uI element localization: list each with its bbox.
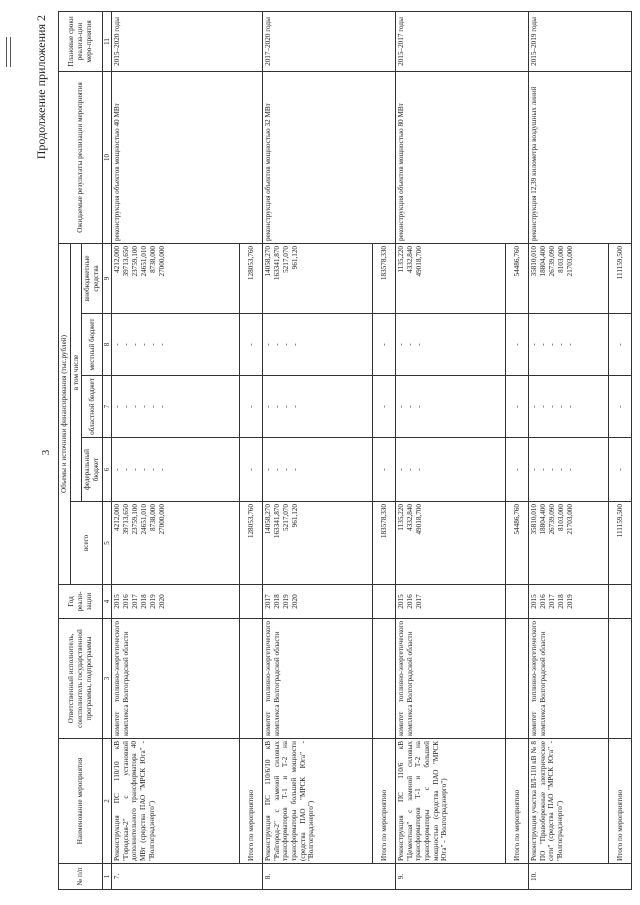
corner-mark — [10, 37, 11, 67]
total-label: Итого по мероприятию — [239, 739, 262, 864]
activity-name: Реконструкция ПС 110/6/10 кВ "Райгород-2" с заменой силовых трансформаторов Т-1 и Т-2 на трансформаторы большей мощности (средства ПАО "МРСК Юга" - "Волгоградэнерго") — [262, 739, 372, 864]
total-value: 961,120 — [290, 504, 299, 528]
regional-value: - — [121, 405, 130, 408]
years-value: 2020 — [157, 594, 166, 609]
header-funding-group: Объемы и источники финансирования (тыс.рублей) — [59, 243, 71, 584]
total-value: 21703,000 — [565, 504, 574, 535]
years-value: 2019 — [148, 594, 157, 609]
extra-value: 5217,070 — [281, 245, 290, 273]
local-value: - — [290, 343, 299, 346]
extra-value: 4332,840 — [405, 245, 414, 273]
total-empty — [608, 585, 631, 619]
sum-total: 111159,500 — [608, 502, 631, 585]
extra-value: 39713,650 — [121, 245, 130, 277]
regional-value: - — [148, 405, 157, 408]
years-value: 2016 — [405, 594, 414, 609]
local-value: - — [281, 343, 290, 346]
activity-federal — [111, 438, 239, 502]
regional-value: - — [405, 405, 414, 408]
local-value: - — [112, 343, 121, 346]
federal-value: - — [148, 468, 157, 471]
local-value: - — [148, 343, 157, 346]
federal-value: - — [565, 468, 574, 471]
years-value: 2019 — [565, 594, 574, 609]
regional-value: - — [565, 405, 574, 408]
activity-expected-result: реконструкция объектов мощностью 32 МВт — [262, 71, 395, 243]
local-value: - — [547, 343, 556, 346]
extra-value: 21703,000 — [565, 245, 574, 277]
column-number: 3 — [102, 619, 111, 739]
activity-federal — [395, 438, 505, 502]
total-value: 24651,010 — [139, 504, 148, 535]
extra-value: 14058,270 — [263, 245, 272, 277]
local-value: - — [405, 343, 414, 346]
activity-name: Реконструкция ПС 110/10 кВ "Городская-2" с установкой дополнительного трансформатора 40 МВт (средства ПАО "МРСК Юга" - "Волгоградэнерго") — [111, 739, 239, 864]
regional-value: - — [396, 405, 405, 408]
activity-years — [111, 585, 239, 619]
sum-total: 128053,760 — [239, 502, 262, 585]
activity-number: 8. — [262, 864, 395, 890]
activity-extrabudget — [262, 243, 372, 313]
activity-planned-period: 2015–2019 годы — [528, 11, 631, 71]
extra-value: 163341,870 — [272, 245, 281, 281]
local-value: - — [157, 343, 166, 346]
funding-table — [58, 11, 632, 890]
table-body — [111, 11, 631, 889]
extra-value: 23759,100 — [130, 245, 139, 277]
regional-value: - — [414, 405, 423, 408]
years-value: 2016 — [538, 594, 547, 609]
total-value: 49018,700 — [414, 504, 423, 535]
federal-value: - — [396, 468, 405, 471]
activity-expected-result: реконструкция объектов мощностью 80 МВт — [395, 71, 528, 243]
page-number: 3 — [40, 449, 52, 456]
total-label: Итого по мероприятию — [372, 739, 395, 864]
federal-value: - — [130, 468, 139, 471]
federal-value: - — [290, 468, 299, 471]
activity-responsible: комитет топливно-энергетического комплекса Волгоградской области — [528, 619, 608, 739]
header-local: местный бюджет — [82, 314, 102, 376]
regional-value: - — [272, 405, 281, 408]
federal-value: - — [121, 468, 130, 471]
activity-federal — [528, 438, 608, 502]
header-total: всего — [70, 502, 102, 585]
total-empty — [239, 585, 262, 619]
header-expected: Ожидаемые результаты реализации мероприятия — [59, 71, 103, 243]
local-value: - — [139, 343, 148, 346]
total-value: 18804,400 — [538, 504, 547, 535]
activity-years — [262, 585, 372, 619]
corner-mark — [6, 37, 7, 67]
activity-number: 7. — [111, 864, 262, 890]
years-value: 2020 — [290, 594, 299, 609]
federal-value: - — [547, 468, 556, 471]
extra-value: 35810,010 — [529, 245, 538, 277]
local-value: - — [529, 343, 538, 346]
local-value: - — [538, 343, 547, 346]
years-value: 2015 — [112, 594, 121, 609]
federal-value: - — [405, 468, 414, 471]
local-value: - — [414, 343, 423, 346]
activity-planned-period: 2017–2020 годы — [262, 11, 395, 71]
total-empty — [505, 585, 528, 619]
activity-federal — [262, 438, 372, 502]
column-number: 10 — [102, 71, 111, 243]
extra-value: 27000,000 — [157, 245, 166, 277]
years-value: 2017 — [130, 594, 139, 609]
years-value: 2017 — [414, 594, 423, 609]
header-including: в том числе — [70, 243, 82, 501]
sum-extrabudget: 54486,760 — [505, 243, 528, 313]
extra-value: 4212,000 — [112, 245, 121, 273]
activity-total — [528, 502, 608, 585]
column-number: 1 — [102, 864, 111, 890]
years-value: 2019 — [281, 594, 290, 609]
regional-value: - — [130, 405, 139, 408]
sum-federal: - — [239, 438, 262, 502]
total-empty — [372, 585, 395, 619]
activity-regional — [528, 376, 608, 438]
sum-extrabudget: 111159,500 — [608, 243, 631, 313]
column-number: 8 — [102, 314, 111, 376]
activity-extrabudget — [111, 243, 239, 313]
regional-value: - — [157, 405, 166, 408]
total-value: 8738,000 — [148, 504, 157, 531]
sum-regional: - — [372, 376, 395, 438]
federal-value: - — [263, 468, 272, 471]
sum-local: - — [372, 314, 395, 376]
regional-value: - — [112, 405, 121, 408]
local-value: - — [272, 343, 281, 346]
activity-responsible: комитет топливно-энергетического комплекса Волгоградской области — [111, 619, 239, 739]
regional-value: - — [139, 405, 148, 408]
activity-local — [111, 314, 239, 376]
activity-planned-period: 2015–2017 годы — [395, 11, 528, 71]
extra-value: 24651,010 — [139, 245, 148, 277]
extra-value: 18804,400 — [538, 245, 547, 277]
header-regional: областной бюджет — [82, 376, 102, 438]
total-label: Итого по мероприятию — [505, 739, 528, 864]
sum-federal: - — [505, 438, 528, 502]
activity-expected-result: реконструкция 12,39 километра воздушных линий — [528, 71, 631, 243]
sum-total: 54486,760 — [505, 502, 528, 585]
sum-federal: - — [608, 438, 631, 502]
activity-local — [395, 314, 505, 376]
sum-local: - — [608, 314, 631, 376]
local-value: - — [263, 343, 272, 346]
regional-value: - — [529, 405, 538, 408]
header-name: Наименование мероприятия — [59, 739, 103, 864]
sum-regional: - — [608, 376, 631, 438]
activity-number: 9. — [395, 864, 528, 890]
activity-row — [262, 11, 372, 889]
header-num: № п/п — [59, 864, 103, 890]
total-value: 26739,090 — [547, 504, 556, 535]
sum-local: - — [505, 314, 528, 376]
sum-local: - — [239, 314, 262, 376]
total-value: 4212,000 — [112, 504, 121, 531]
activity-extrabudget — [528, 243, 608, 313]
activity-responsible: комитет топливно-энергетического комплекса Волгоградской области — [262, 619, 372, 739]
extra-value: 1135,220 — [396, 245, 405, 273]
activity-number: 10. — [528, 864, 631, 890]
column-number: 7 — [102, 376, 111, 438]
header-extrabudget: внебюджетные средства — [82, 243, 102, 313]
activity-total — [111, 502, 239, 585]
activity-years — [395, 585, 505, 619]
extra-value: 8103,000 — [556, 245, 565, 273]
total-empty — [239, 619, 262, 739]
activity-row — [528, 11, 608, 889]
years-value: 2017 — [263, 594, 272, 609]
regional-value: - — [547, 405, 556, 408]
years-value: 2015 — [396, 594, 405, 609]
activity-expected-result: реконструкция объектов мощностью 40 МВт — [111, 71, 262, 243]
activity-responsible: комитет топливно-энергетического комплекса Волгоградской области — [395, 619, 505, 739]
total-empty — [505, 619, 528, 739]
activity-extrabudget — [395, 243, 505, 313]
total-value: 1135,220 — [396, 504, 405, 531]
total-value: 23759,100 — [130, 504, 139, 535]
sum-extrabudget: 128053,760 — [239, 243, 262, 313]
federal-value: - — [112, 468, 121, 471]
activity-total — [262, 502, 372, 585]
federal-value: - — [538, 468, 547, 471]
column-number: 5 — [102, 502, 111, 585]
activity-regional — [262, 376, 372, 438]
extra-value: 26739,090 — [547, 245, 556, 277]
activity-row — [395, 11, 505, 889]
activity-local — [262, 314, 372, 376]
continuation-title: Продолжение приложения 2 — [34, 15, 48, 160]
activity-planned-period: 2015–2020 годы — [111, 11, 262, 71]
years-value: 2015 — [529, 594, 538, 609]
total-value: 5217,070 — [281, 504, 290, 531]
activity-total — [395, 502, 505, 585]
total-value: 27000,000 — [157, 504, 166, 535]
years-value: 2016 — [121, 594, 130, 609]
regional-value: - — [290, 405, 299, 408]
total-value: 163341,870 — [272, 504, 281, 539]
federal-value: - — [139, 468, 148, 471]
sum-regional: - — [239, 376, 262, 438]
extra-value: 8738,000 — [148, 245, 157, 273]
total-value: 39713,650 — [121, 504, 130, 535]
activity-name: Реконструкция участка ВЛ-110 кВ № 8 ПО "Правобережные электрические сети" (средства ПАО "МРСК Юга" - "Волгоградэнерго") — [528, 739, 608, 864]
local-value: - — [130, 343, 139, 346]
total-value: 35810,010 — [529, 504, 538, 535]
header-federal: федеральный бюджет — [82, 438, 102, 502]
years-value: 2018 — [556, 594, 565, 609]
column-number: 6 — [102, 438, 111, 502]
federal-value: - — [281, 468, 290, 471]
activity-row — [111, 11, 239, 889]
activity-years — [528, 585, 608, 619]
header-year: Год реали-зации — [59, 585, 103, 619]
total-label: Итого по мероприятию — [608, 739, 631, 864]
regional-value: - — [281, 405, 290, 408]
column-number: 4 — [102, 585, 111, 619]
regional-value: - — [538, 405, 547, 408]
regional-value: - — [263, 405, 272, 408]
header-responsible: Ответственный исполнитель, соисполнитель государственной программы, подпрограммы — [59, 619, 103, 739]
activity-regional — [395, 376, 505, 438]
sum-federal: - — [372, 438, 395, 502]
federal-value: - — [529, 468, 538, 471]
sum-regional: - — [505, 376, 528, 438]
total-value: 8103,000 — [556, 504, 565, 531]
extra-value: 49018,700 — [414, 245, 423, 277]
years-value: 2018 — [272, 594, 281, 609]
total-value: 14058,270 — [263, 504, 272, 535]
sum-total: 183578,330 — [372, 502, 395, 585]
activity-regional — [111, 376, 239, 438]
total-empty — [608, 619, 631, 739]
local-value: - — [396, 343, 405, 346]
federal-value: - — [414, 468, 423, 471]
column-number: 9 — [102, 243, 111, 313]
activity-name: Реконструкция ПС 110/6 кВ "Цементная" с заменой силовых трансформаторов Т-1 и Т-2 на трансформаторы с большей мощностью (средства ПАО "МРСК Юга" - "Волгоградэнерго") — [395, 739, 505, 864]
local-value: - — [565, 343, 574, 346]
years-value: 2018 — [139, 594, 148, 609]
local-value: - — [121, 343, 130, 346]
total-value: 4332,840 — [405, 504, 414, 531]
activity-local — [528, 314, 608, 376]
header-planned: Плановые сроки реализа-ции меро-приятия — [59, 11, 103, 71]
column-number: 2 — [102, 739, 111, 864]
federal-value: - — [556, 468, 565, 471]
local-value: - — [556, 343, 565, 346]
federal-value: - — [157, 468, 166, 471]
federal-value: - — [272, 468, 281, 471]
total-empty — [372, 619, 395, 739]
sum-extrabudget: 183578,330 — [372, 243, 395, 313]
years-value: 2017 — [547, 594, 556, 609]
column-number: 11 — [102, 11, 111, 71]
regional-value: - — [556, 405, 565, 408]
extra-value: 961,120 — [290, 245, 299, 270]
